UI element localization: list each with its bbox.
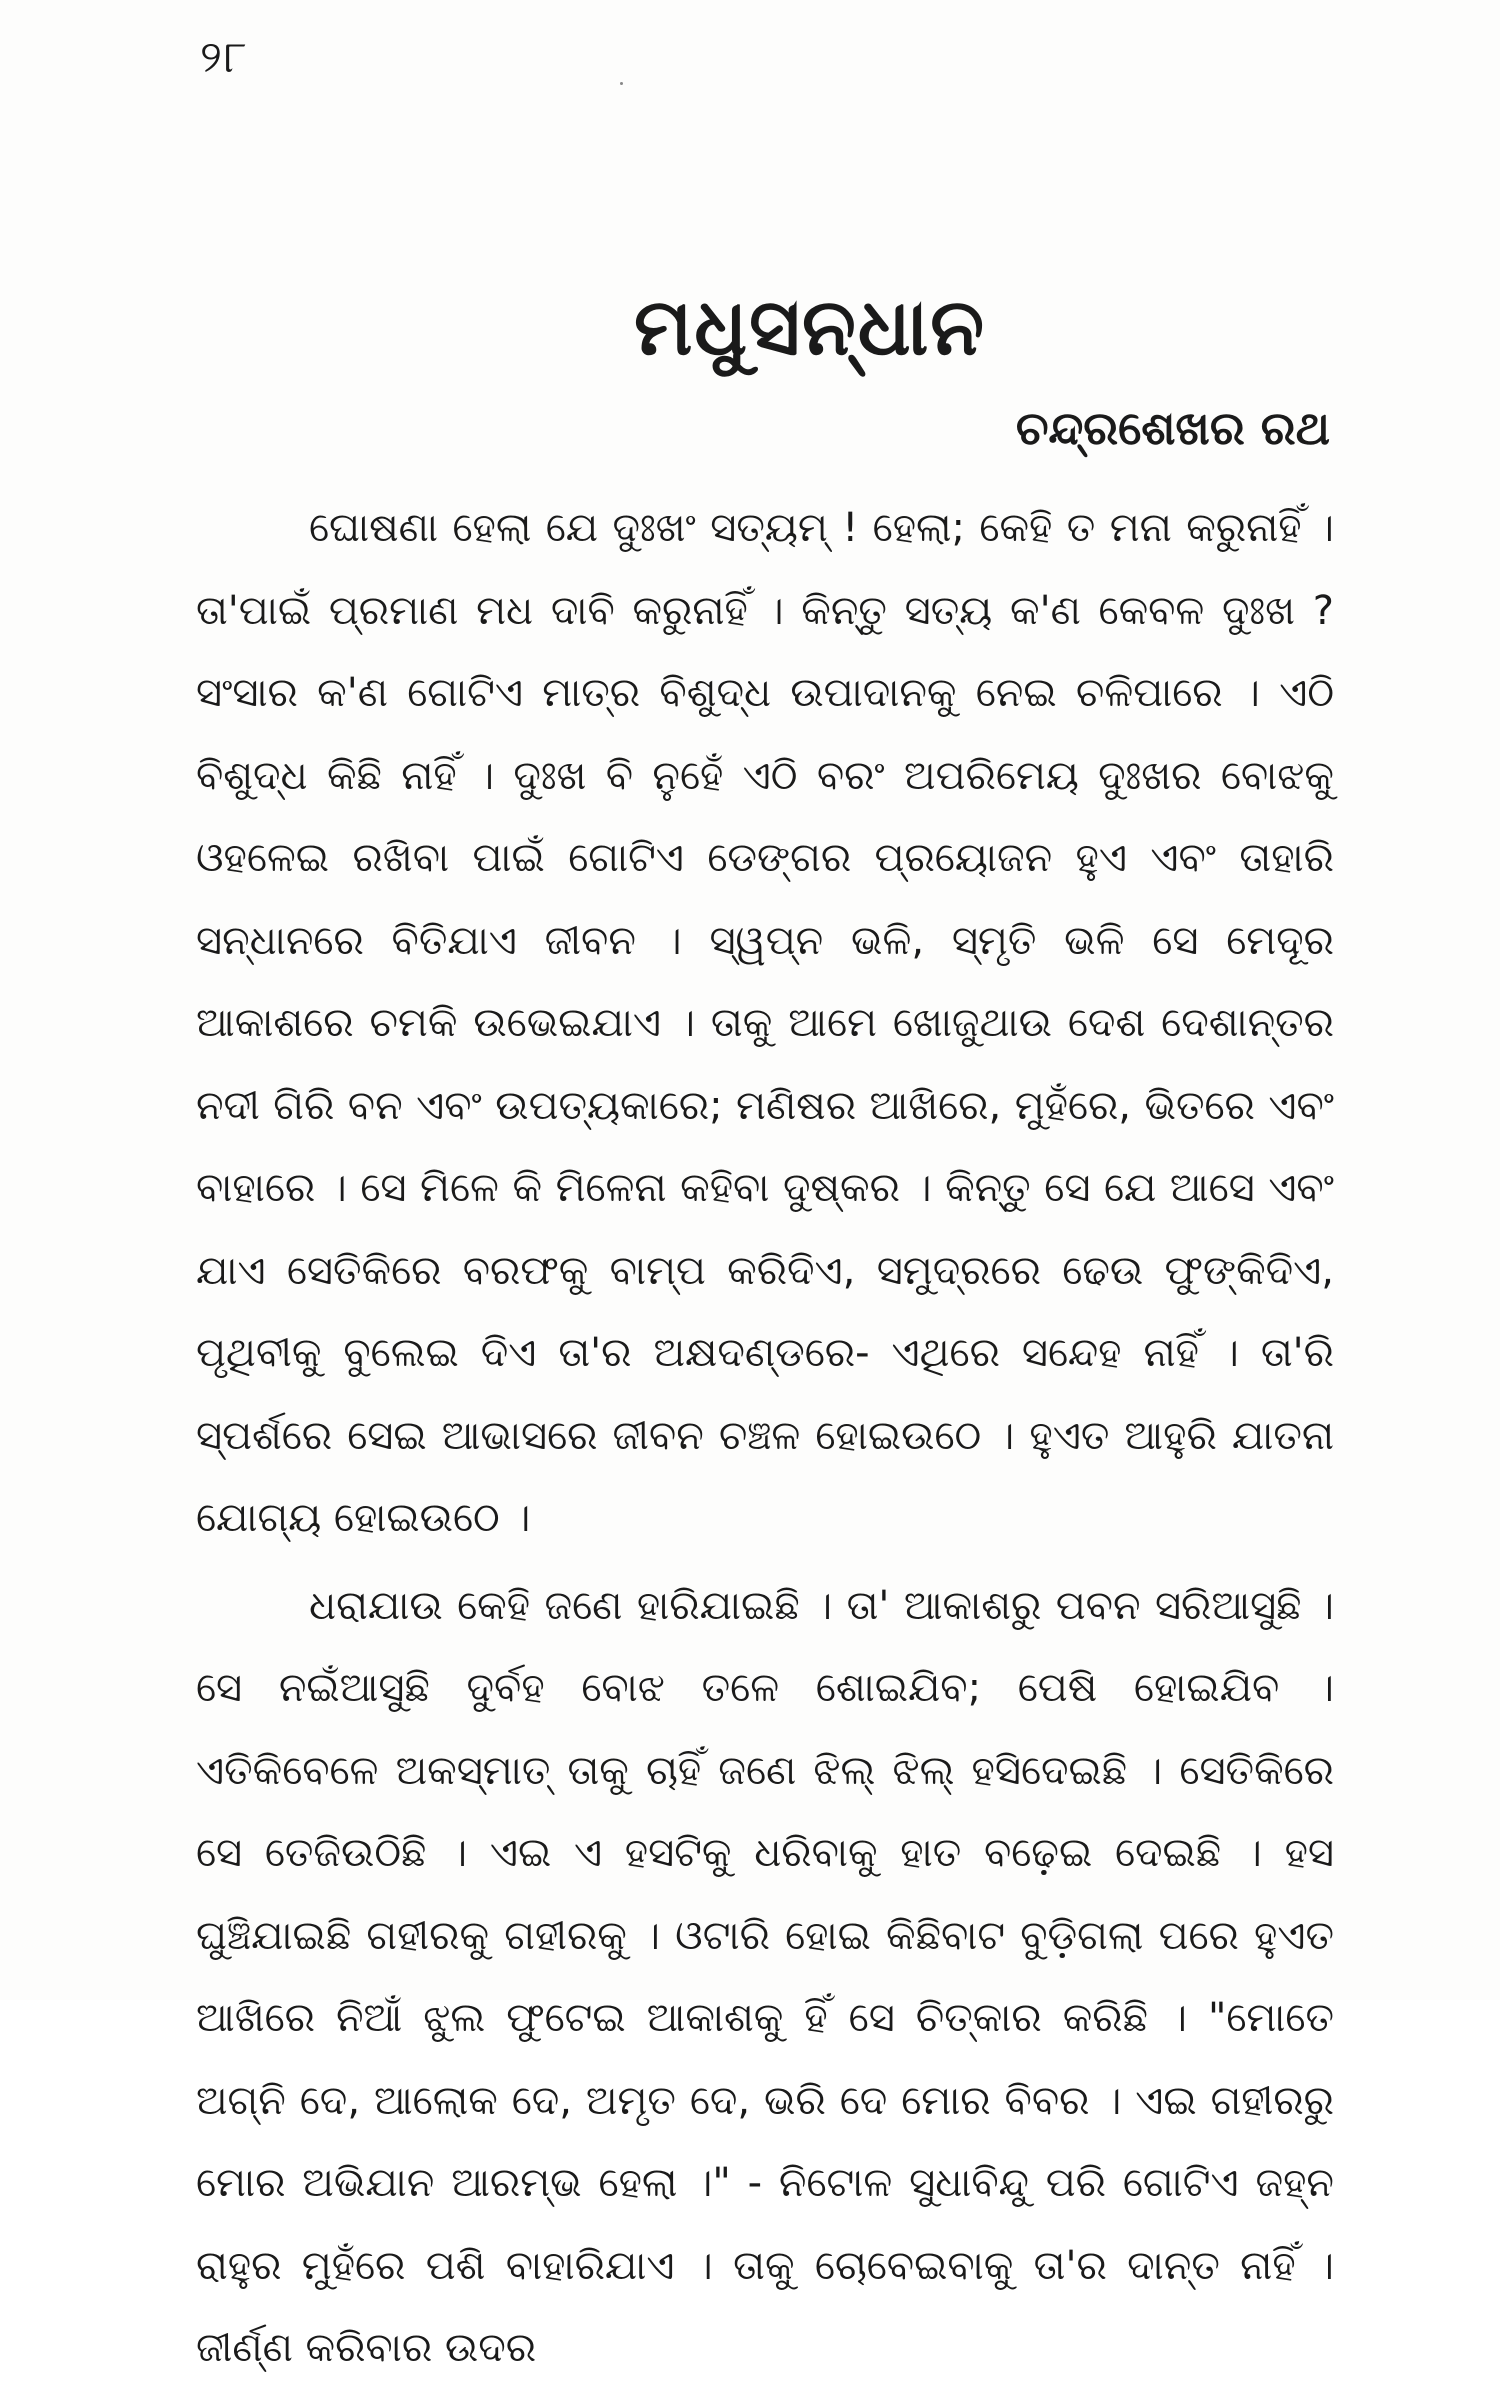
paragraph-2: ଧରାଯାଉ କେହି ଜଣେ ହାରିଯାଇଛି । ତା' ଆକାଶରୁ ପବନ ସରିଆସୁଛି । ସେ ନଇଁଆସୁଛି ଦୁର୍ବହ ବୋଝ ତଳେ ଶୋଇଯିବ; ପେଷି ହୋଇଯିବ । ଏତିକିବେଳେ ଅକସ୍ମାତ୍ ତାକୁ ଚାହିଁ ଜଣେ ଝିଲ୍ ଝିଲ୍ ହସିଦେଇଛି । ସେତିକିରେ ସେ ତେଜିଉଠିଛି । ଏଇ ଏ ହସଟିକୁ ଧରିବାକୁ ହାତ ବଢ଼େଇ ଦେଇଛି । ହସ ଘୁଞ୍ଚିଯାଇଛି ଗହୀରକୁ ଗହୀରକୁ । ଓଟାରି ହୋଇ କିଛିବାଟ ବୁଡ଼ିଗଲା ପରେ ହୁଏତ ଆଖିରେ ନିଆଁ ଝୁଲ ଫୁଟେଇ ଆକାଶକୁ ହିଁ ସେ ଚିତ୍କାର କରିଛି । "ମୋତେ ଅଗ୍ନି ଦେ, ଆଲୋକ ଦେ, ଅମୃତ ଦେ, ଭରି ଦେ ମୋର ବିବର । ଏଇ ଗହୀରରୁ ମୋର ଅଭିଯାନ ଆରମ୍ଭ ହେଲା ।" - ନିଟୋଳ ସୁଧାବିନ୍ଦୁ ପରି ଗୋଟିଏ ଜହ୍ନ ରାହୁର ମୁହଁରେ ପଶି ବାହାରିଯାଏ । ତାକୁ ଚୋବେଇବାକୁ ତା'ର ଦାନ୍ତ ନାହିଁ । ଜୀର୍ଣ୍ଣ କରିବାର ଉଦର [196,1582,1334,2371]
paper-speck [620,82,623,85]
author-name: ଚନ୍ଦ୍ରଶେଖର ରଥ [1015,401,1330,455]
paragraph-1: ଘୋଷଣା ହେଲା ଯେ ଦୁଃଖଂ ସତ୍ୟମ୍ ! ହେଲା; କେହି ତ ମନା କରୁନାହିଁ । ତା'ପାଇଁ ପ୍ରମାଣ ମଧ ଦାବି କରୁନାହିଁ । କିନ୍ତୁ ସତ୍ୟ କ'ଣ କେବଳ ଦୁଃଖ ? ସଂସାର କ'ଣ ଗୋଟିଏ ମାତ୍ର ବିଶୁଦ୍ଧ ଉପାଦାନକୁ ନେଇ ଚଳିପାରେ । ଏଠି ବିଶୁଦ୍ଧ କିଛି ନାହିଁ । ଦୁଃଖ ବି ନୁହେଁ ଏଠି ବରଂ ଅପରିମେୟ ଦୁଃଖର ବୋଝକୁ ଓହଳେଇ ରଖିବା ପାଇଁ ଗୋଟିଏ ଡେଙ୍ଗର ପ୍ରୟୋଜନ ହୁଏ ଏବଂ ତାହାରି ସନ୍ଧାନରେ ବିତିଯାଏ ଜୀବନ । ସ୍ୱପ୍ନ ଭଳି, ସ୍ମୃତି ଭଳି ସେ ମେଦୂର ଆକାଶରେ ଚମକି ଉଭେଇଯାଏ । ତାକୁ ଆମେ ଖୋଜୁଥାଉ ଦେଶ ଦେଶାନ୍ତର ନଦୀ ଗିରି ବନ ଏବଂ ଉପତ୍ୟକାରେ; ମଣିଷର ଆଖିରେ, ମୁହଁରେ, ଭିତରେ ଏବଂ ବାହାରେ । ସେ ମିଳେ କି ମିଳେନା କହିବା ଦୁଷ୍କର । କିନ୍ତୁ ସେ ଯେ ଆସେ ଏବଂ ଯାଏ ସେତିକିରେ ବରଫକୁ ବାମ୍ପ କରିଦିଏ, ସମୁଦ୍ରରେ ଢେଉ ଫୁଙ୍କିଦିଏ, ପୃଥିବୀକୁ ବୁଲେଇ ଦିଏ ତା'ର ଅକ୍ଷଦଣ୍ଡରେ- ଏଥିରେ ସନ୍ଦେହ ନାହିଁ । ତା'ରି ସ୍ପର୍ଶରେ ସେଇ ଆଭାସରେ ଜୀବନ ଚଞ୍ଚଳ ହୋଇଉଠେ । ହୁଏତ ଆହୁରି ଯାତନା ଯୋଗ୍ୟ ହୋଇଉଠେ । [196,505,1334,1541]
chapter-title: ମଧୁସନ୍ଧାନ [633,283,987,373]
page-number: ୨୮ [200,32,249,83]
body-text [196,487,1334,2390]
